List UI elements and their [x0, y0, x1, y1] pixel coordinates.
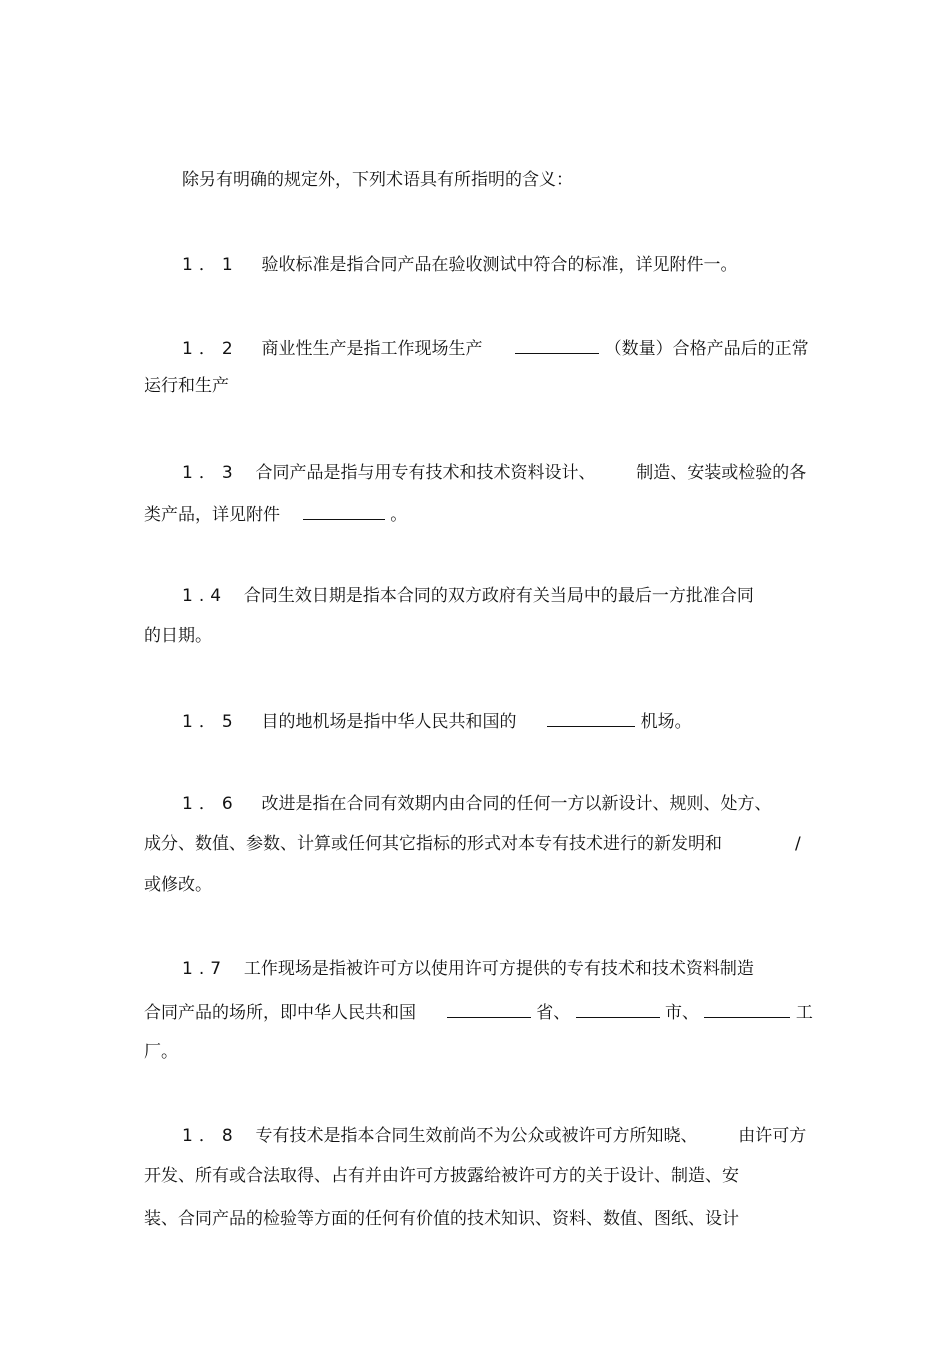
clause-text: 合同生效日期是指本合同的双方政府有关当局中的最后一方批准合同	[243, 586, 754, 606]
clause-number: 1.7	[182, 959, 228, 979]
clause-text: 目的地机场是指中华人民共和国的	[261, 712, 517, 732]
clause-number: 1．3	[182, 463, 239, 483]
clause-number: 1．6	[182, 794, 239, 814]
clause-1-7-line-3: 厂。	[144, 1042, 178, 1062]
clause-1-4-line-2: 的日期。	[144, 626, 212, 646]
clause-text: 合同产品的场所，即中华人民共和国	[144, 1003, 416, 1023]
clause-text: 改进是指在合同有效期内由合同的任何一方以新设计、规则、处方、	[261, 794, 772, 814]
fill-in-blank	[547, 708, 635, 727]
clause-text: 。	[390, 505, 408, 525]
clause-1-4-line-1	[182, 584, 754, 608]
clause-text: 工作现场是指被许可方以使用许可方提供的专有技术和技术资料制造	[243, 959, 754, 979]
clause-1-8-line-2: 开发、所有或合法取得、占有并由许可方披露给被许可方的关于设计、制造、安	[144, 1166, 739, 1186]
fill-in-blank-province	[447, 999, 531, 1018]
clause-1-2-line-1	[182, 335, 809, 361]
clause-number: 1.4	[182, 586, 228, 606]
clause-1-7-line-1	[182, 957, 754, 981]
clause-text: 合同产品是指与用专有技术和技术资料设计、	[255, 463, 596, 483]
clause-text: 市、	[665, 1003, 700, 1023]
clause-1-6-line-2	[144, 832, 722, 856]
clause-text: 成分、数值、参数、计算或任何其它指标的形式对本专有技术进行的新发明和	[144, 834, 722, 854]
clause-1-1	[182, 253, 737, 277]
fill-in-blank-factory	[704, 999, 790, 1018]
clause-text: 商业性生产是指工作现场生产	[261, 339, 483, 359]
clause-text: 由许可方	[738, 1126, 807, 1146]
clause-1-3-line-2	[144, 501, 407, 527]
clause-1-6-line-1	[182, 792, 771, 816]
clause-1-5	[182, 708, 692, 734]
clause-text: 工	[795, 1003, 813, 1023]
clause-1-7-line-2	[144, 999, 813, 1025]
intro-paragraph: 除另有明确的规定外，下列术语具有所指明的含义：	[182, 170, 573, 190]
clause-number: 1．8	[182, 1126, 239, 1146]
clause-text: 制造、安装或检验的各	[636, 463, 807, 483]
clause-1-2-line-2: 运行和生产	[144, 376, 229, 396]
clause-number: 1．5	[182, 712, 239, 732]
clause-text: 机场。	[640, 712, 692, 732]
clause-text: 省、	[536, 1003, 571, 1023]
clause-text: 验收标准是指合同产品在验收测试中符合的标准，详见附件一。	[261, 255, 738, 275]
fill-in-blank	[303, 501, 385, 520]
clause-number: 1．1	[182, 255, 239, 275]
clause-1-6-line-3: 或修改。	[144, 875, 212, 895]
clause-text: 类产品，详见附件	[144, 505, 280, 525]
clause-number: 1．2	[182, 339, 239, 359]
clause-1-6-slash: /	[795, 834, 801, 854]
clause-1-3-line-1	[182, 461, 806, 485]
clause-text: 专有技术是指本合同生效前尚不为公众或被许可方所知晓、	[255, 1126, 698, 1146]
fill-in-blank	[515, 335, 599, 354]
fill-in-blank-city	[576, 999, 660, 1018]
clause-1-8-line-1	[182, 1124, 806, 1148]
clause-text: （数量）合格产品后的正常	[604, 339, 809, 359]
clause-1-8-line-3: 装、合同产品的检验等方面的任何有价值的技术知识、资料、数值、图纸、设计	[144, 1209, 739, 1229]
